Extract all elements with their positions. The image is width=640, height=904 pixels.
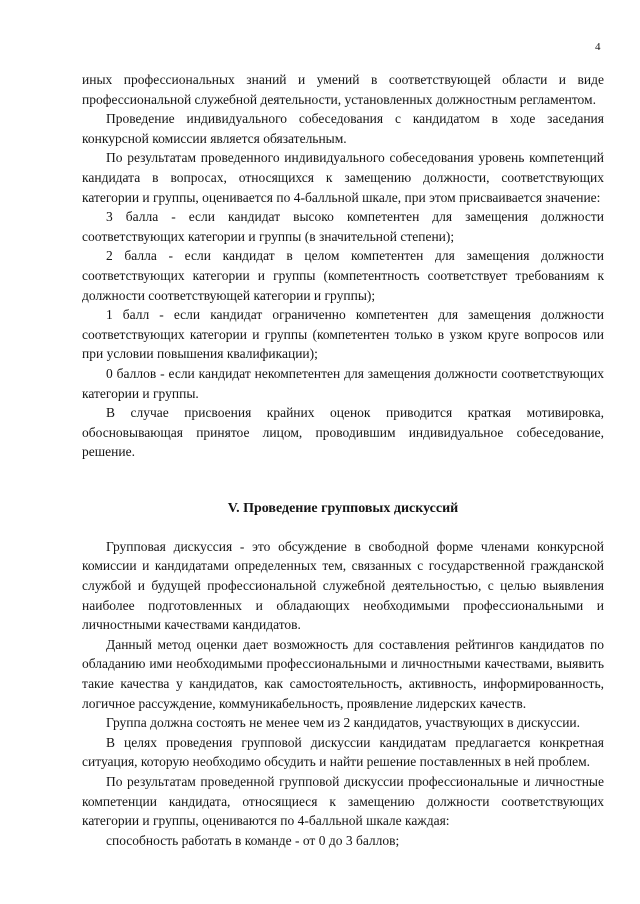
paragraph: Проведение индивидуального собеседования с кандидатом в ходе заседания конкурсной комиссии является обязательным.	[82, 111, 604, 146]
score-1-paragraph: 1 балл - если кандидат ограниченно компетентен для замещения должности соответствующих категории и группы (компетентен только в узком круге вопросов или при условии повышения квалификации);	[82, 307, 604, 362]
section-heading: V. Проведение групповых дискуссий	[227, 500, 459, 516]
paragraph: способность работать в команде - от 0 до 3 баллов;	[106, 832, 400, 848]
paragraph: Групповая дискуссия - это обсуждение в свободной форме членами конкурсной комиссии и кандидатами определенных тем, связанных с государственной гражданской службой и будущей профессиональной служебной деятельностью, с целью выявления наиболее подготовленных и обладающих необходимыми профессиональными и личностными качествами кандидатов.	[82, 538, 604, 633]
score-0-paragraph: 0 баллов - если кандидат некомпетентен для замещения должности соответствующих категории и группы.	[82, 365, 604, 401]
paragraph: Группа должна состоять не менее чем из 2 кандидатов, участвующих в дискуссии.	[106, 715, 581, 731]
score-2-paragraph: 2 балла - если кандидат в целом компетентен для замещения должности соответствующих категории и группы (компетентность соответствует требованиям к должности соответствующей категории и группы);	[82, 248, 604, 303]
paragraph: По результатам проведенной групповой дискуссии профессиональные и личностные компетенции кандидата, относящиеся к замещению должности соответствующих категории и группы, оцениваются по 4-балльной шкале каждая:	[82, 774, 604, 829]
document-body	[82, 70, 604, 850]
paragraph: В случае присвоения крайних оценок приводится краткая мотивировка, обосновывающая принятое лицом, проводившим индивидуальное собеседование, решение.	[82, 405, 604, 460]
paragraph: иных профессиональных знаний и умений в соответствующей области и виде профессиональной служебной деятельности, установленных должностным регламентом.	[82, 72, 604, 107]
page-number: 4	[595, 41, 601, 53]
paragraph: В целях проведения групповой дискуссии кандидатам предлагается конкретная ситуация, которую необходимо обсудить и найти решение поставленных в ней проблем.	[82, 734, 604, 770]
score-3-paragraph: 3 балла - если кандидат высоко компетентен для замещения должности соответствующих категории и группы (в значительной степени);	[82, 209, 604, 244]
paragraph: Данный метод оценки дает возможность для составления рейтингов кандидатов по обладанию ими необходимыми профессиональными и личностными качествами, выявить такие качества у кандидатов, как самостоятельность, активность, информированность, логичное рассуждение, коммуникабельность, проявление лидерских качеств.	[82, 636, 604, 711]
paragraph: По результатам проведенного индивидуального собеседования уровень компетенций кандидата в вопросах, относящихся к замещению должности, соответствующих категории и группы, оценивается по 4-балльной шкале, при этом присваивается значение:	[82, 150, 604, 205]
